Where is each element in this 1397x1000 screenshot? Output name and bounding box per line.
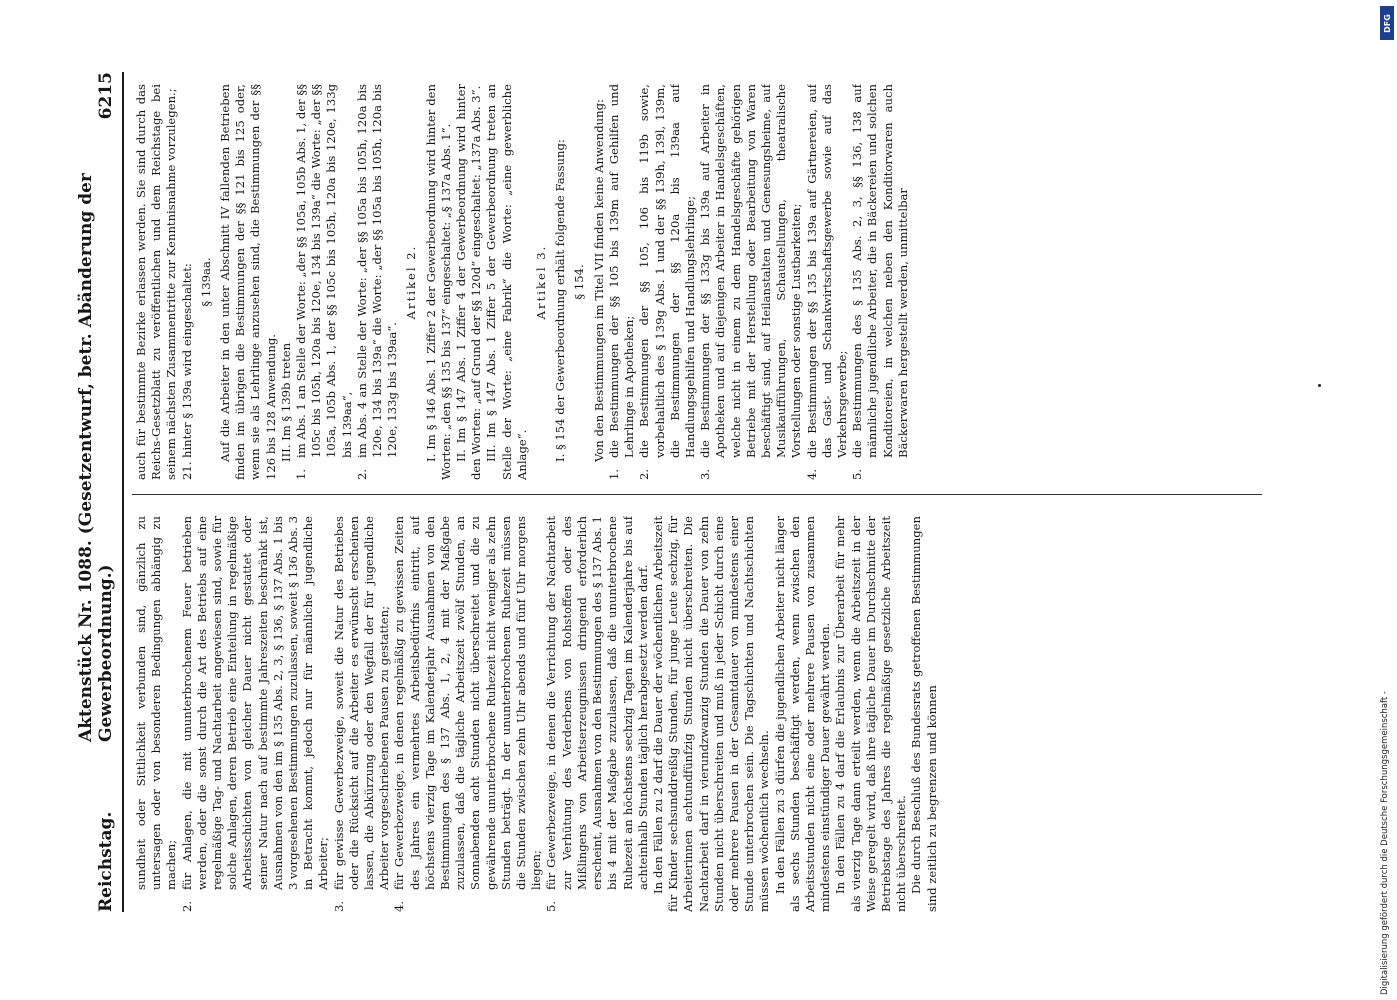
stray-mark (1318, 384, 1321, 387)
article-heading: Artikel 2. (404, 244, 419, 320)
paragraph: In den Fällen zu 2 darf die Dauer der wöchentlichen Arbeitszeit für Kinder sechsunddreißig Stunden, für junge Leute sechzig, für Arbeiterinnen achtundfünfzig Stunden nicht überschreiten. Die Nachtarbeit darf in vierundzwanzig Stunden die Dauer von zehn Stunden nicht überschreiten und muß in jeder Schicht durch eine oder mehrere Pausen in der Gesamtdauer von mindestens einer Stunde unterbrochen sein. Die Tagschichten und Nachtschichten müssen wöchentlich wechseln. (650, 516, 772, 912)
paragraph: Auf die Arbeiter in den unter Abschnitt IV fallenden Betrieben finden im übrigen die Bestimmungen der §§ 121 bis 125 oder, wenn sie als Lehrlinge anzusehen sind, die Bestimmungen der §§ 126 bis 128 Anwendung. (218, 84, 278, 480)
left-column (134, 516, 1284, 912)
digitization-notice: Digitalisierung gefördert durch die Deutsche Forschungsgemeinschaft - (1380, 691, 1390, 995)
paragraph: In den Fällen zu 3 dürfen die jugendlichen Arbeiter nicht länger als sechs Stunden beschäftigt werden, wenn zwischen den Arbeitsstunden nicht eine oder mehrere Pausen von zusammen mindestens einstündiger Dauer gewährt werden. (772, 516, 833, 912)
list-item: 4. für Gewerbezweige, in denen regelmäßig zu gewissen Zeiten des Jahres ein vermehrtes Arbeitsbedürfnis eintritt, auf höchstens vierzig Tage im Kalenderjahr Ausnahmen von den Bestimmungen des § 137 Abs. 1, 2, 4 mit der Maßgabe zuzulassen, daß die tägliche Arbeitszeit zwölf Stunden, an Sonnabenden acht Stunden nicht überschreitet und die zu gewährende ununterbrochene Ruhezeit nicht weniger als zehn Stunden beträgt. In der ununterbrochenen Ruhezeit müssen die Stunden zwischen zehn Uhr abends und fünf Uhr morgens liegen; (392, 516, 544, 912)
paragraph: III. Im § 139b treten (278, 342, 293, 462)
section-heading: § 139aa. (198, 257, 213, 307)
page-number: 6215 (96, 72, 116, 120)
list-item: 1. im Abs. 1 an Stelle der Worte: „der §§ 105a, 105b Abs. 1, der §§ 105c bis 105h, 120a bis 120e, 134 bis 139a“ die Worte: „der §§ 105a, 105b Abs. 1, der §§ 105c bis 105h, 120a bis 120e, 133g bis 139aa“, (294, 84, 354, 480)
list-item: 3. die Bestimmungen der §§ 133g bis 139a auf Arbeiter in Apotheken und auf diejenigen Arbeiter in Handelsgeschäften, welche nicht in einem zu dem Handelsgeschäfte gehörigen Betriebe mit der Herstellung oder Bearbeitung von Waren beschäftigt sind, auf Heilanstalten und Genesungsheime, auf Musikaufführungen, Schaustellungen, theatralische Vorstellungen oder sonstige Lustbarkeiten; (698, 84, 804, 480)
header-reichstag: Reichstag. (96, 811, 116, 912)
paragraph: III. Im § 147 Abs. 1 Ziffer 5 der Gewerbeordnung treten an Stelle der Worte: „eine Fabrik“ die Worte: „eine gewerbliche Anlage“. (484, 84, 529, 480)
section-heading: § 154. (572, 264, 587, 300)
header-title: Aktenstück Nr. 1088. (Gesetzentwurf, betr. Abänderung der Gewerbeordnung.) (76, 173, 116, 742)
list-item: 1. die Bestimmungen der §§ 105 bis 139m auf Gehilfen und Lehrlinge in Apotheken; (606, 84, 637, 480)
article-heading: Artikel 3. (534, 244, 549, 320)
rotated-document-page (76, 72, 1298, 912)
list-item: 2. im Abs. 4 an Stelle der Worte: „der §§ 105a bis 105h, 120a bis 120e, 134 bis 139a“ die Worte: „der §§ 105a bis 105h, 120a bis 120e, 133g bis 139aa“. (354, 84, 400, 480)
list-item: 2. für Anlagen, die mit ununterbrochenem Feuer betrieben werden, oder die sonst durch die Art des Betriebs auf eine regelmäßige Tag- und Nachtarbeit angewiesen sind, sowie für solche Anlagen, deren Betrieb eine Einteilung in regelmäßige Arbeitsschichten von gleicher Dauer nicht gestattet oder seiner Natur nach auf bestimmte Jahreszeiten beschränkt ist, Ausnahmen von den im § 135 Abs. 2, 3, § 136, § 137 Abs. 1 bis 3 vorgesehenen Bestimmungen zuzulassen, soweit § 136 Abs. 3 in Betracht kommt, jedoch nur für männliche jugendliche Arbeiter; (179, 516, 331, 912)
page-header (76, 72, 124, 912)
paragraph: In den Fällen zu 4 darf die Erlaubnis zur Überarbeit für mehr als vierzig Tage dann erteilt werden, wenn die Arbeitszeit in der Weise geregelt wird, daß ihre tägliche Dauer im Durchschnitte der Betriebstage des Jahres die regelmäßige gesetzliche Arbeitszeit nicht überschreitet. (833, 516, 909, 912)
paragraph: Von den Bestimmungen im Titel VII finden keine Anwendung: (591, 99, 606, 462)
list-item: 2. die Bestimmungen der §§ 105, 106 bis 119b sowie, vorbehaltlich des § 139g Abs. 1 und der §§ 139h, 139l, 139m, die Bestimmungen der §§ 120a bis 139aa auf Handlungsgehilfen und Handlungslehrlinge; (637, 84, 697, 480)
list-item: 3. für gewisse Gewerbezweige, soweit die Natur des Betriebes oder die Rücksicht auf die Arbeiter es erwünscht erscheinen lassen, die Abkürzung oder den Wegfall der für jugendliche Arbeiter vorgeschriebenen Pausen zu gestatten; (331, 516, 392, 912)
paragraph: I. Im § 146 Abs. 1 Ziffer 2 der Gewerbeordnung wird hinter den Worten: „den §§ 135 bis 137“ eingeschaltet: „§ 137a Abs. 1“. (423, 84, 453, 480)
continuation-text: sundheit oder Sittlichkeit verbunden sind, gänzlich zu untersagen oder von besonderen Bedingungen abhängig zu machen; (134, 516, 179, 890)
list-item: 4. die Bestimmungen der §§ 135 bis 139a auf Gärtnereien, auf das Gast- und Schankwirtschaftsgewerbe sowie auf das Verkehrsgewerbe; (804, 84, 849, 480)
right-column (134, 84, 1284, 480)
paragraph: I. § 154 der Gewerbeordnung erhält folgende Fassung: (553, 139, 568, 462)
continuation-text: auch für bestimmte Bezirke erlassen werden. Sie sind durch das Reichs-Gesetzblatt zu veröffentlichen und dem Reichstage bei seinem nächsten Zusammentritte zur Kenntnisnahme vorzulegen.; (134, 84, 179, 480)
list-item: 5. die Bestimmungen des § 135 Abs. 2, 3, §§ 136, 138 auf männliche jugendliche Arbeiter, die in Bäckereien und solchen Konditoreien, in welchen neben den Konditorwaren auch Bäckerwaren hergestellt werden, unmittelbar (850, 84, 910, 480)
paragraph: Die durch Beschluß des Bundesrats getroffenen Bestimmungen sind zeitlich zu begrenzen und können (909, 516, 939, 912)
dfg-logo: DFG (1380, 6, 1394, 40)
paragraph: II. Im § 147 Abs. 1 Ziffer 4 der Gewerbeordnung wird hinter den Worten: „auf Grund der §§ 120d“ eingeschaltet: „137a Abs. 3“. (454, 84, 484, 480)
list-item: 21. hinter § 139a wird eingeschaltet: (179, 263, 194, 480)
list-item: 5. für Gewerbezweige, in denen die Verrichtung der Nachtarbeit zur Verhütung des Verderbens von Rohstoffen oder des Mißlingens von Arbeitserzeugnissen dringend erforderlich erscheint, Ausnahmen von den Bestimmungen des § 137 Abs. 1 bis 4 mit der Maßgabe zuzulassen, daß die ununterbrochene Ruhezeit an höchstens sechzig Tagen im Kalenderjahre bis auf achteinhalb Stunden täglich herabgesetzt werden darf. (544, 516, 650, 912)
column-divider (132, 494, 1262, 495)
